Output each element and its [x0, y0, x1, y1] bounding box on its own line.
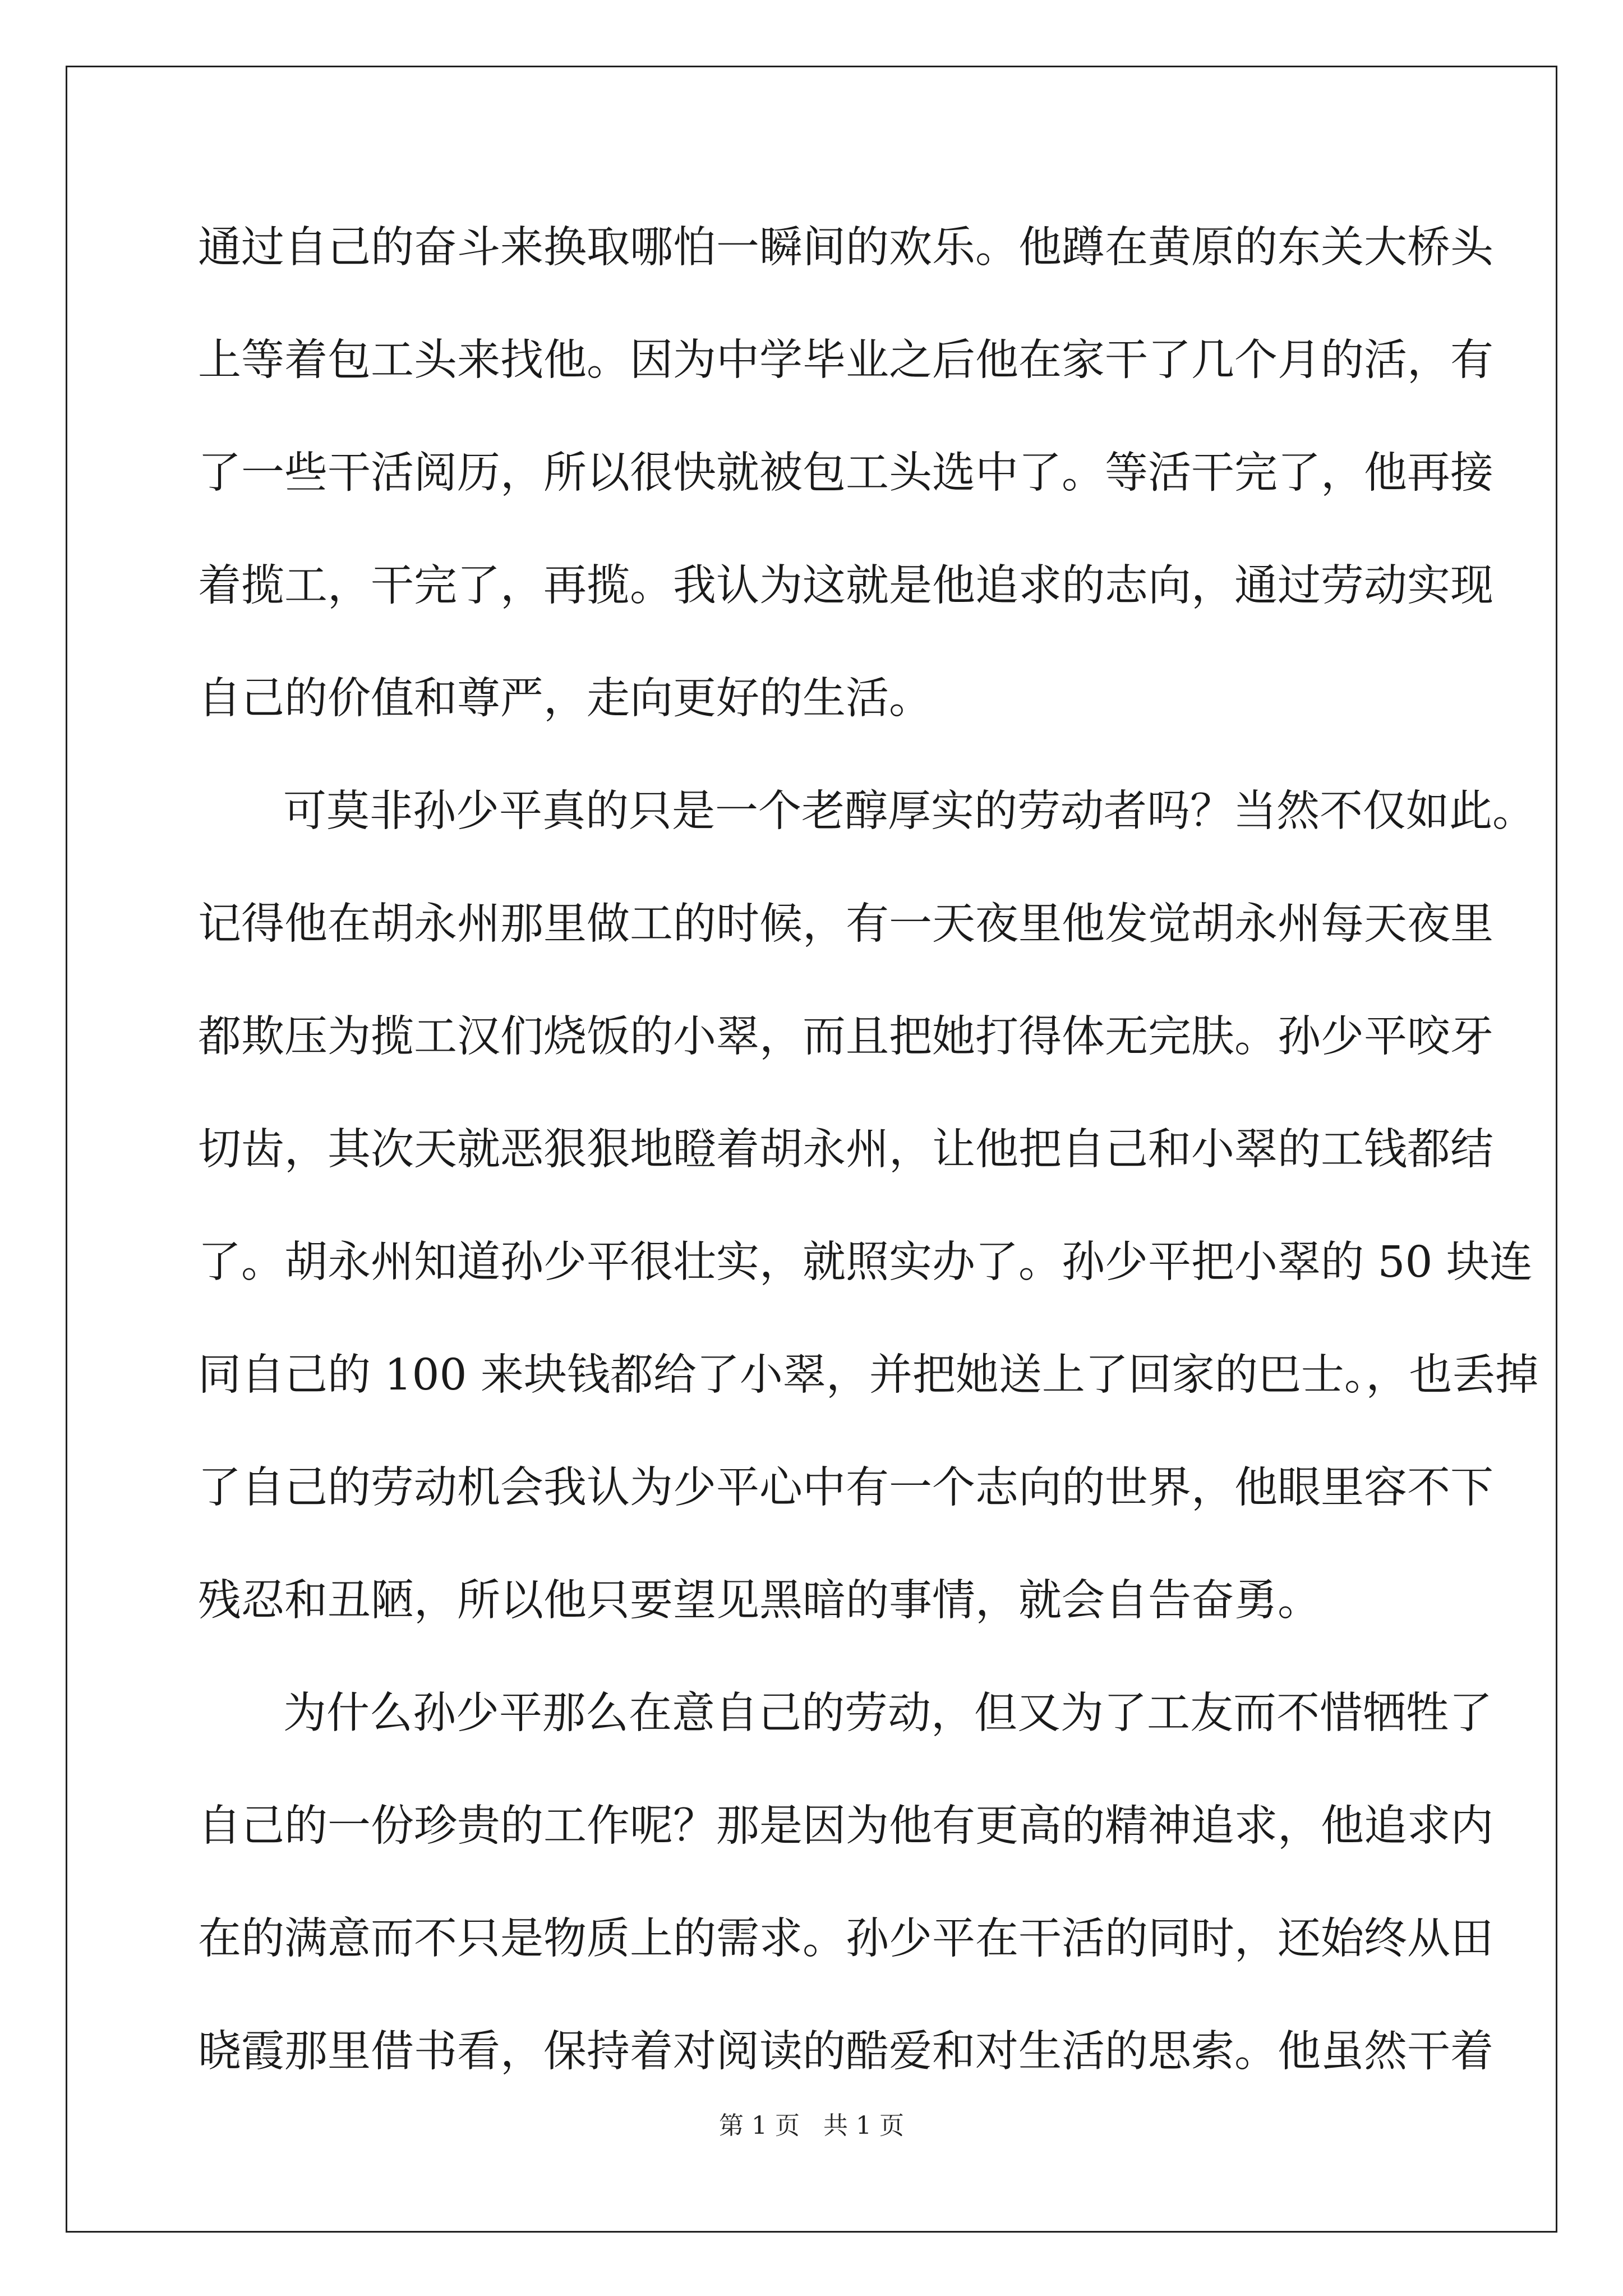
text-line: 通过自己的奋斗来换取哪怕一瞬间的欢乐。他蹲在黄原的东关大桥头 — [198, 223, 1493, 273]
text-line: 记得他在胡永州那里做工的时候，有一天夜里他发觉胡永州每天夜里 — [198, 899, 1493, 949]
text-line: 晓霞那里借书看，保持着对阅读的酷爱和对生活的思索。他虽然干着 — [198, 2027, 1493, 2077]
text-line: 自己的价值和尊严，走向更好的生活。 — [198, 674, 932, 724]
paragraph-3 — [198, 1679, 1493, 2130]
text-line: 自己的一份珍贵的工作呢？那是因为他有更高的精神追求，他追求内 — [198, 1801, 1493, 1851]
text-line: 了一些干活阅历，所以很快就被包工头选中了。等活干完了，他再接 — [198, 448, 1493, 498]
paragraph-2 — [198, 777, 1539, 1679]
text-line: 残忍和丑陋，所以他只要望见黑暗的事情，就会自告奋勇。 — [198, 1576, 1321, 1626]
text-line: 在的满意而不只是物质上的需求。孙少平在干活的同时，还始终从田 — [198, 1914, 1493, 1964]
document-body — [198, 213, 1539, 2130]
text-line: 着揽工，干完了，再揽。我认为这就是他追求的志向，通过劳动实现 — [198, 561, 1493, 611]
paragraph-1 — [198, 213, 1493, 777]
text-line: 同自己的 100 来块钱都给了小翠，并把她送上了回家的巴士。，也丢掉 — [198, 1350, 1539, 1400]
text-line: 了。胡永州知道孙少平很壮实，就照实办了。孙少平把小翠的 50 块连 — [198, 1237, 1533, 1287]
text-line: 可莫非孙少平真的只是一个老醇厚实的劳动者吗？当然不仅如此。 — [283, 786, 1536, 836]
text-line: 为什么孙少平那么在意自己的劳动，但又为了工友而不惜牺牲了 — [283, 1688, 1492, 1738]
text-line: 了自己的劳动机会我认为少平心中有一个志向的世界，他眼里容不下 — [198, 1463, 1493, 1513]
text-line: 都欺压为揽工汉们烧饭的小翠，而且把她打得体无完肤。孙少平咬牙 — [198, 1012, 1493, 1062]
text-line: 上等着包工头来找他。因为中学毕业之后他在家干了几个月的活，有 — [198, 335, 1493, 385]
page-number-footer: 第 1 页 共 1 页 — [719, 2111, 904, 2140]
text-line: 切齿，其次天就恶狠狠地瞪着胡永州，让他把自己和小翠的工钱都结 — [198, 1125, 1493, 1175]
